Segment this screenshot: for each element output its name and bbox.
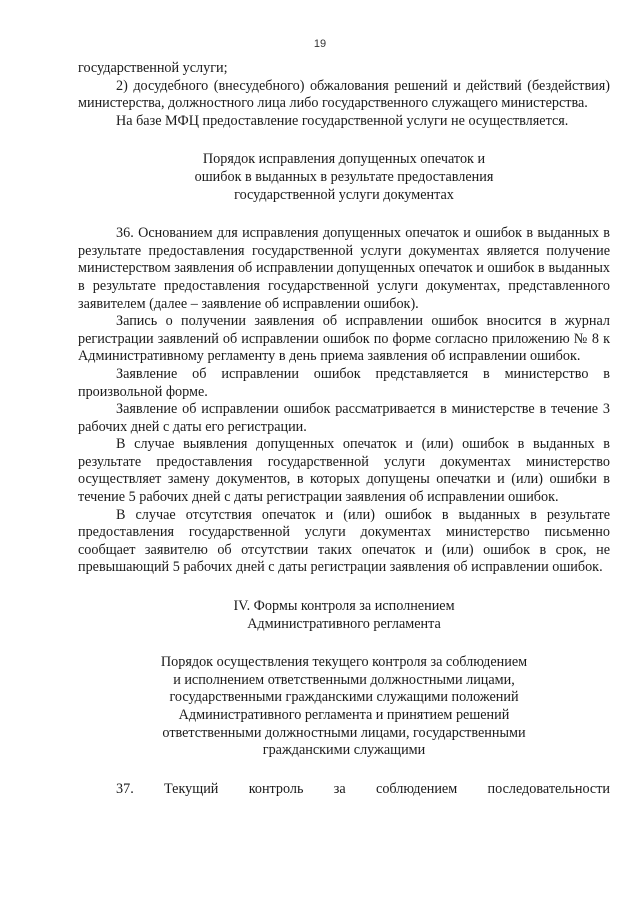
paragraph: На базе МФЦ предоставление государственной услуги не осуществляется.	[116, 112, 569, 129]
paragraph: Заявление об исправлении ошибок представляется в министерство в произвольной форме.	[78, 365, 610, 400]
heading-line: Порядок осуществления текущего контроля за соблюдением	[160, 654, 528, 671]
heading-line: ошибок в выданных в результате предоставления	[194, 168, 494, 185]
heading-line: ответственными должностными лицами, государственными	[162, 724, 526, 741]
paragraph: 36. Основанием для исправления допущенных опечаток и ошибок в выданных в результате предоставления государственной услуги документах является получение министерством заявления об исправлении допущенных опечаток и ошибок в выданных в результате предоставления государственной услуги документах, представленного заявителем (далее – заявление об исправлении ошибок).	[78, 225, 610, 312]
document-body	[78, 60, 610, 798]
chapter-heading	[78, 598, 610, 633]
heading-line: государственными гражданскими служащими положений	[169, 689, 519, 706]
section-heading	[78, 151, 610, 204]
paragraph: государственной услуги;	[78, 60, 228, 76]
paragraph: Заявление об исправлении ошибок рассматривается в министерстве в течение 3 рабочих дней с даты его регистрации.	[78, 401, 610, 435]
heading-line: Административного регламента и принятием решений	[178, 707, 510, 723]
page-number: 19	[313, 38, 327, 50]
paragraph: 37. Текущий контроль за соблюдением последовательности	[116, 780, 610, 797]
paragraph: В случае отсутствия опечаток и (или) ошибок в выданных в результате предоставления государственной услуги документах министерство письменно сообщает заявителю об отсутствии таких опечаток и (или) ошибок в срок, не превышающий 5 рабочих дней с даты регистрации заявления об исправлении ошибок.	[78, 506, 610, 576]
paragraph: 2) досудебного (внесудебного) обжалования решений и действий (бездействия) министерства, должностного лица либо государственного служащего министерства.	[78, 77, 610, 112]
heading-line: и исполнением ответственными должностными лицами,	[173, 671, 515, 688]
section-heading	[78, 654, 610, 760]
heading-line: государственной услуги документах	[234, 186, 454, 203]
heading-line: Административного регламента	[247, 615, 441, 632]
heading-line: IV. Формы контроля за исполнением	[233, 598, 455, 615]
paragraph: В случае выявления допущенных опечаток и (или) ошибок в выданных в результате предоставления государственной услуги документах министерство осуществляет замену документов, в которых допущены опечатки и (или) ошибки в течение 5 рабочих дней с даты регистрации заявления об исправлении ошибок.	[78, 436, 610, 506]
heading-line: Порядок исправления допущенных опечаток и	[202, 151, 486, 168]
paragraph: Запись о получении заявления об исправлении ошибок вносится в журнал регистрации заявлений об исправлении ошибок по форме согласно приложению № 8 к Административному регламенту в день приема заявления об исправлении ошибок.	[78, 313, 610, 365]
heading-line: гражданскими служащими	[262, 742, 426, 759]
